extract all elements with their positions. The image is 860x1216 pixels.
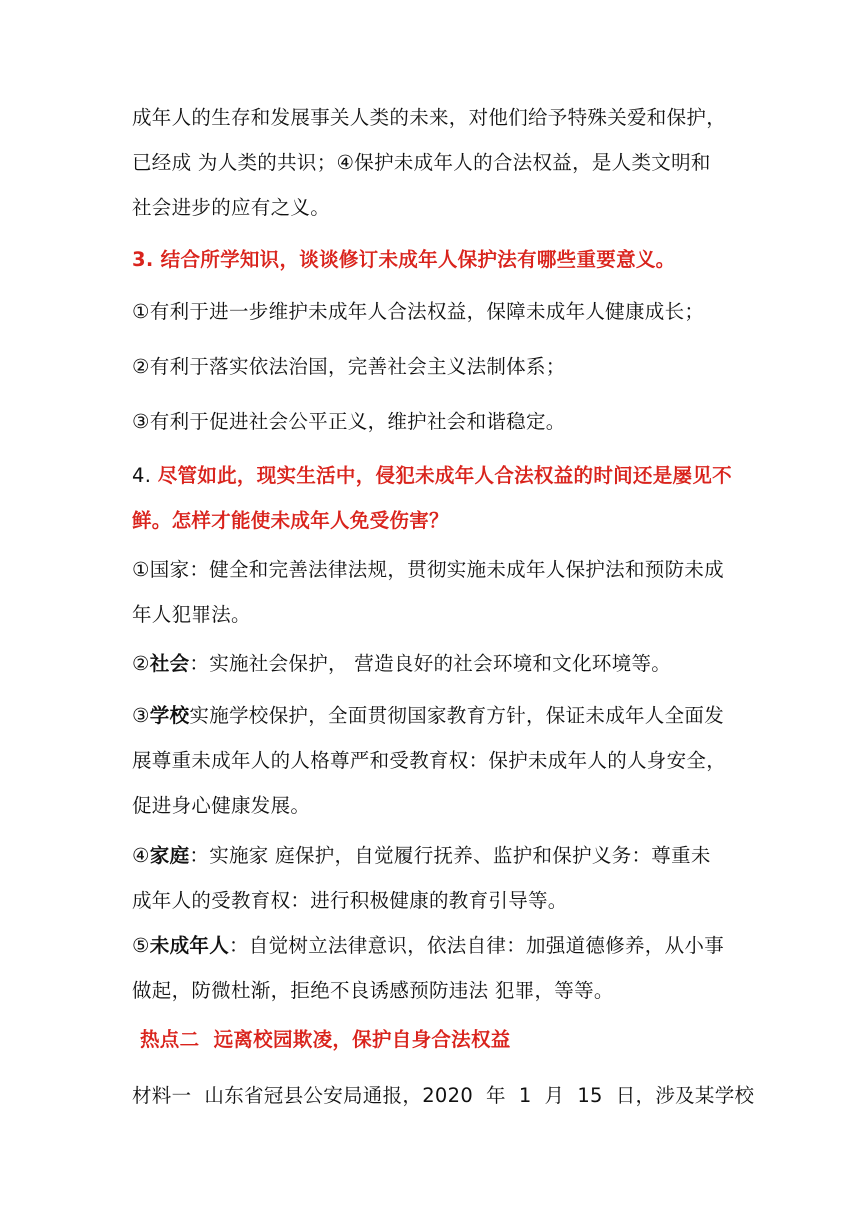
q4-answer-school (132, 693, 732, 828)
question-4-title-line: 尽管如此，现实生活中，侵犯未成年人合法权益的时间还是屡见不 (157, 464, 732, 487)
item-text: ：实施家 庭保护，自觉履行抚养、监护和保护义务：尊重未 (189, 844, 711, 867)
q4-answer-state (132, 547, 732, 637)
text-line: 成年人的受教育权：进行积极健康的教育引导等。 (132, 889, 568, 912)
q4-answer-society (132, 641, 732, 686)
q3-answer-1: ①有利于进一步维护未成年人合法权益，保障未成年人健康成长； (132, 300, 705, 323)
text-line: 成年人的生存和发展事关人类的未来，对他们给予特殊关爱和保护， (132, 106, 727, 129)
item-key: 未成年人 (149, 934, 229, 957)
material-1-text: 材料一 山东省冠县公安局通报，2020 年 1 月 15 日，涉及某学校 (132, 1084, 755, 1107)
text-line: 展尊重未成年人的人格尊严和受教育权：保护未成年人的人身安全， (132, 749, 727, 772)
text-line: 社会进步的应有之义。 (132, 196, 331, 219)
item-text: 实施学校保护，全面贯彻国家教育方针，保证未成年人全面发 (189, 704, 725, 727)
text-line: 促进身心健康发展。 (132, 794, 311, 817)
question-4-title-line: 鲜。怎样才能使未成年人免受伤害？ (132, 509, 449, 532)
q3-answer-3: ③有利于促进社会公平正义，维护社会和谐稳定。 (132, 410, 566, 433)
text-line: 做起，防微杜渐，拒绝不良诱感预防违法 犯罪，等等。 (132, 979, 614, 1002)
question-4-number: 4. (132, 464, 158, 487)
item-text: ：实施社会保护， 营造良好的社会环境和文化环境等。 (189, 652, 672, 675)
text-line: 已经成 为人类的共识；④保护未成年人的合法权益，是人类文明和 (132, 151, 711, 174)
item-text: ：自觉树立法律意识，依法自律：加强道德修养，从小事 (229, 934, 725, 957)
text-line: 年人犯罪法。 (132, 603, 251, 626)
item-key: 家庭 (149, 844, 190, 867)
paragraph-intro (132, 95, 732, 230)
item-prefix: ④ (132, 844, 150, 867)
item-prefix: ② (132, 652, 150, 675)
hotspot-2-heading: 热点二 远离校园欺凌，保护自身合法权益 (140, 1028, 511, 1051)
item-key: 学校 (149, 704, 190, 727)
item-prefix: ③ (132, 704, 150, 727)
question-4-heading (132, 453, 732, 543)
q3-answer-2: ②有利于落实依法治国，完善社会主义法制体系； (132, 355, 566, 378)
item-key: 社会 (149, 652, 190, 675)
q4-answer-minor (132, 923, 732, 1013)
text-line: ①国家：健全和完善法律法规，贯彻实施未成年人保护法和预防未成 (132, 558, 724, 581)
q4-answer-family (132, 833, 732, 923)
item-prefix: ⑤ (132, 934, 150, 957)
question-3-heading: 3. 结合所学知识，谈谈修订未成年人保护法有哪些重要意义。 (132, 248, 676, 271)
